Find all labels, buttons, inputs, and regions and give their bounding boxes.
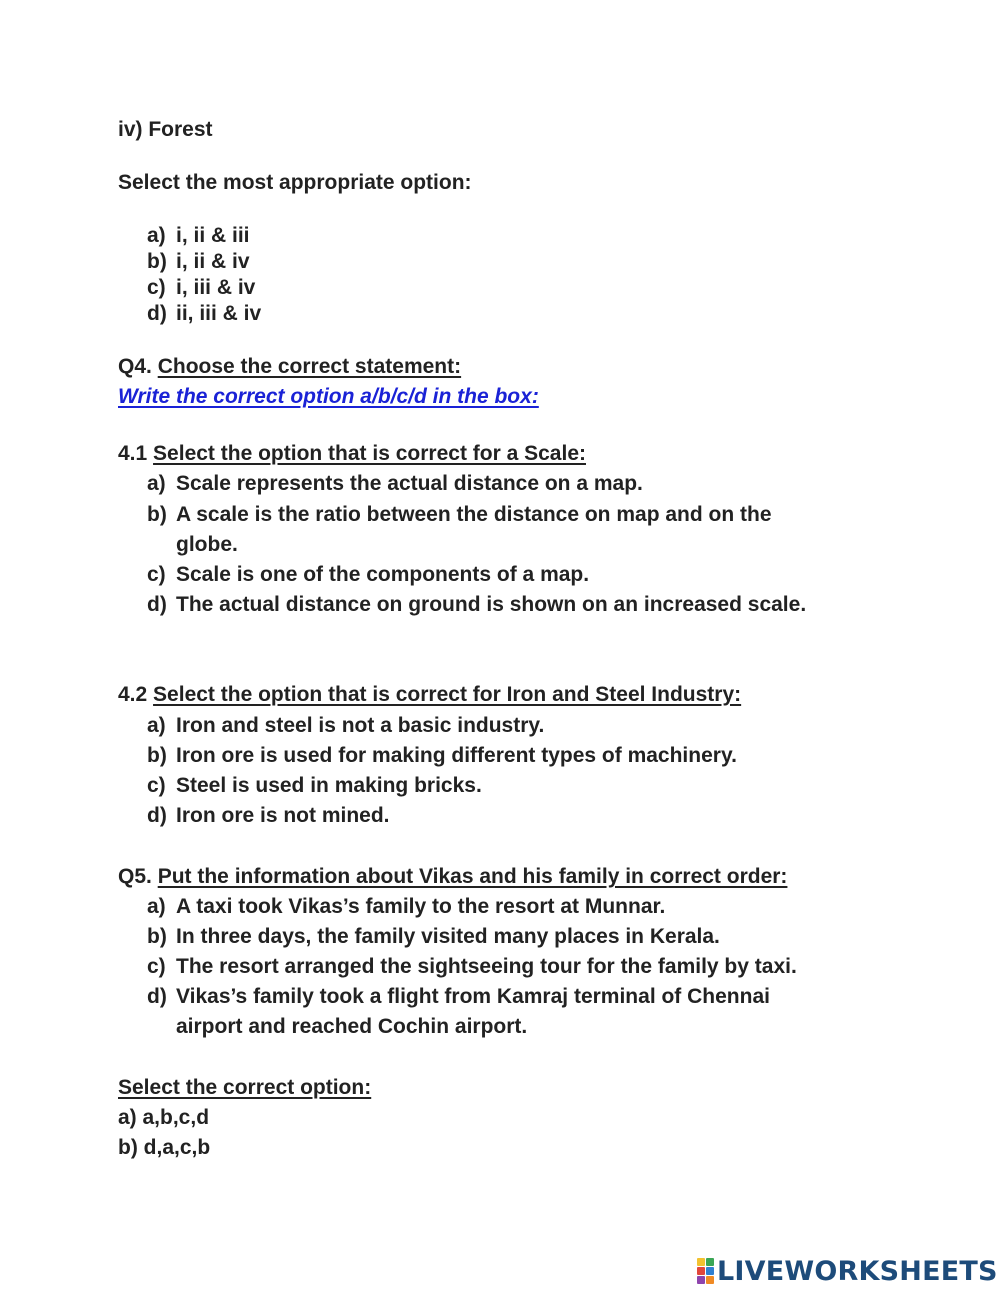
- option-label: b): [147, 250, 167, 273]
- list-item: [147, 803, 390, 829]
- list-item: [147, 773, 482, 799]
- list-item: [147, 249, 250, 275]
- q4-instruction: Write the correct option a/b/c/d in the box:: [118, 385, 539, 408]
- option-label: b): [147, 925, 167, 948]
- option-label: d): [147, 804, 167, 827]
- logo-square: [697, 1258, 705, 1266]
- option-text: Vikas’s family took a flight from Kamraj terminal of Chennai: [176, 985, 770, 1008]
- list-item: [147, 924, 720, 950]
- option-label: d): [147, 302, 167, 325]
- list-item: [147, 984, 770, 1010]
- logo-square: [697, 1276, 705, 1284]
- option-label: a): [147, 472, 166, 495]
- option-label: d): [147, 593, 167, 616]
- option-text: A scale is the ratio between the distance on map and on the: [176, 503, 772, 526]
- option-label: c): [147, 276, 166, 299]
- liveworksheets-logo-icon: [697, 1258, 714, 1284]
- option-text: The resort arranged the sightseeing tour for the family by taxi.: [176, 955, 797, 978]
- q4-number: Q4.: [118, 355, 152, 378]
- list-item: [147, 954, 797, 980]
- option-label: b): [147, 744, 167, 767]
- logo-square: [706, 1258, 714, 1266]
- select-correct-option-heading: [118, 1075, 371, 1101]
- option-text: i, iii & iv: [176, 276, 256, 299]
- option-label: c): [147, 563, 166, 586]
- list-item: [147, 502, 772, 528]
- list-item: [147, 562, 590, 588]
- option-label: c): [147, 955, 166, 978]
- option-text-continued: globe.: [176, 533, 238, 556]
- list-item: [147, 713, 545, 739]
- option-label: a): [147, 224, 166, 247]
- answer-option: b) d,a,c,b: [118, 1136, 211, 1159]
- logo-square: [697, 1267, 705, 1275]
- q4-1-heading: [118, 441, 586, 467]
- item-iv-forest: iv) Forest: [118, 118, 213, 141]
- option-label: d): [147, 985, 167, 1008]
- q5-number: Q5.: [118, 865, 152, 888]
- list-item: [147, 894, 666, 920]
- option-label: b): [147, 503, 167, 526]
- q5-title: Put the information about Vikas and his family in correct order:: [157, 865, 788, 888]
- option-text: Iron ore is not mined.: [176, 804, 390, 827]
- option-text: Steel is used in making bricks.: [176, 774, 482, 797]
- list-item: [147, 471, 643, 497]
- select-correct-option-title: Select the correct option:: [118, 1076, 372, 1099]
- logo-square: [706, 1267, 714, 1275]
- option-text: Scale is one of the components of a map.: [176, 563, 590, 586]
- answer-option: a) a,b,c,d: [118, 1106, 210, 1129]
- option-text: A taxi took Vikas’s family to the resort at Munnar.: [176, 895, 666, 918]
- q4-1-number: 4.1: [118, 442, 148, 465]
- q4-2-number: 4.2: [118, 683, 148, 706]
- option-text: Scale represents the actual distance on a map.: [176, 472, 643, 495]
- option-text-continued: airport and reached Cochin airport.: [176, 1015, 528, 1038]
- list-item: [147, 223, 250, 249]
- list-item: [147, 592, 807, 618]
- option-text: i, ii & iii: [176, 224, 250, 247]
- list-item: [147, 301, 262, 327]
- list-item: [147, 275, 256, 301]
- logo-text: LIVEWORKSHEETS: [717, 1255, 998, 1287]
- q4-2-heading: [118, 682, 741, 708]
- q4-title: Choose the correct statement:: [157, 355, 462, 378]
- option-label: c): [147, 774, 166, 797]
- option-text: Iron ore is used for making different types of machinery.: [176, 744, 737, 767]
- q4-2-title: Select the option that is correct for Iron and Steel Industry:: [153, 683, 742, 706]
- list-item: [147, 743, 737, 769]
- option-label: a): [147, 714, 166, 737]
- liveworksheets-logo: [697, 1256, 998, 1286]
- q4-1-title: Select the option that is correct for a Scale:: [153, 442, 586, 465]
- q5-heading: [118, 864, 787, 890]
- select-prompt: Select the most appropriate option:: [118, 171, 472, 194]
- option-text: The actual distance on ground is shown on an increased scale.: [176, 593, 807, 616]
- q4-heading: [118, 354, 461, 380]
- option-text: i, ii & iv: [176, 250, 250, 273]
- logo-square: [706, 1276, 714, 1284]
- option-text: In three days, the family visited many places in Kerala.: [176, 925, 720, 948]
- option-text: ii, iii & iv: [176, 302, 262, 325]
- option-label: a): [147, 895, 166, 918]
- option-text: Iron and steel is not a basic industry.: [176, 714, 545, 737]
